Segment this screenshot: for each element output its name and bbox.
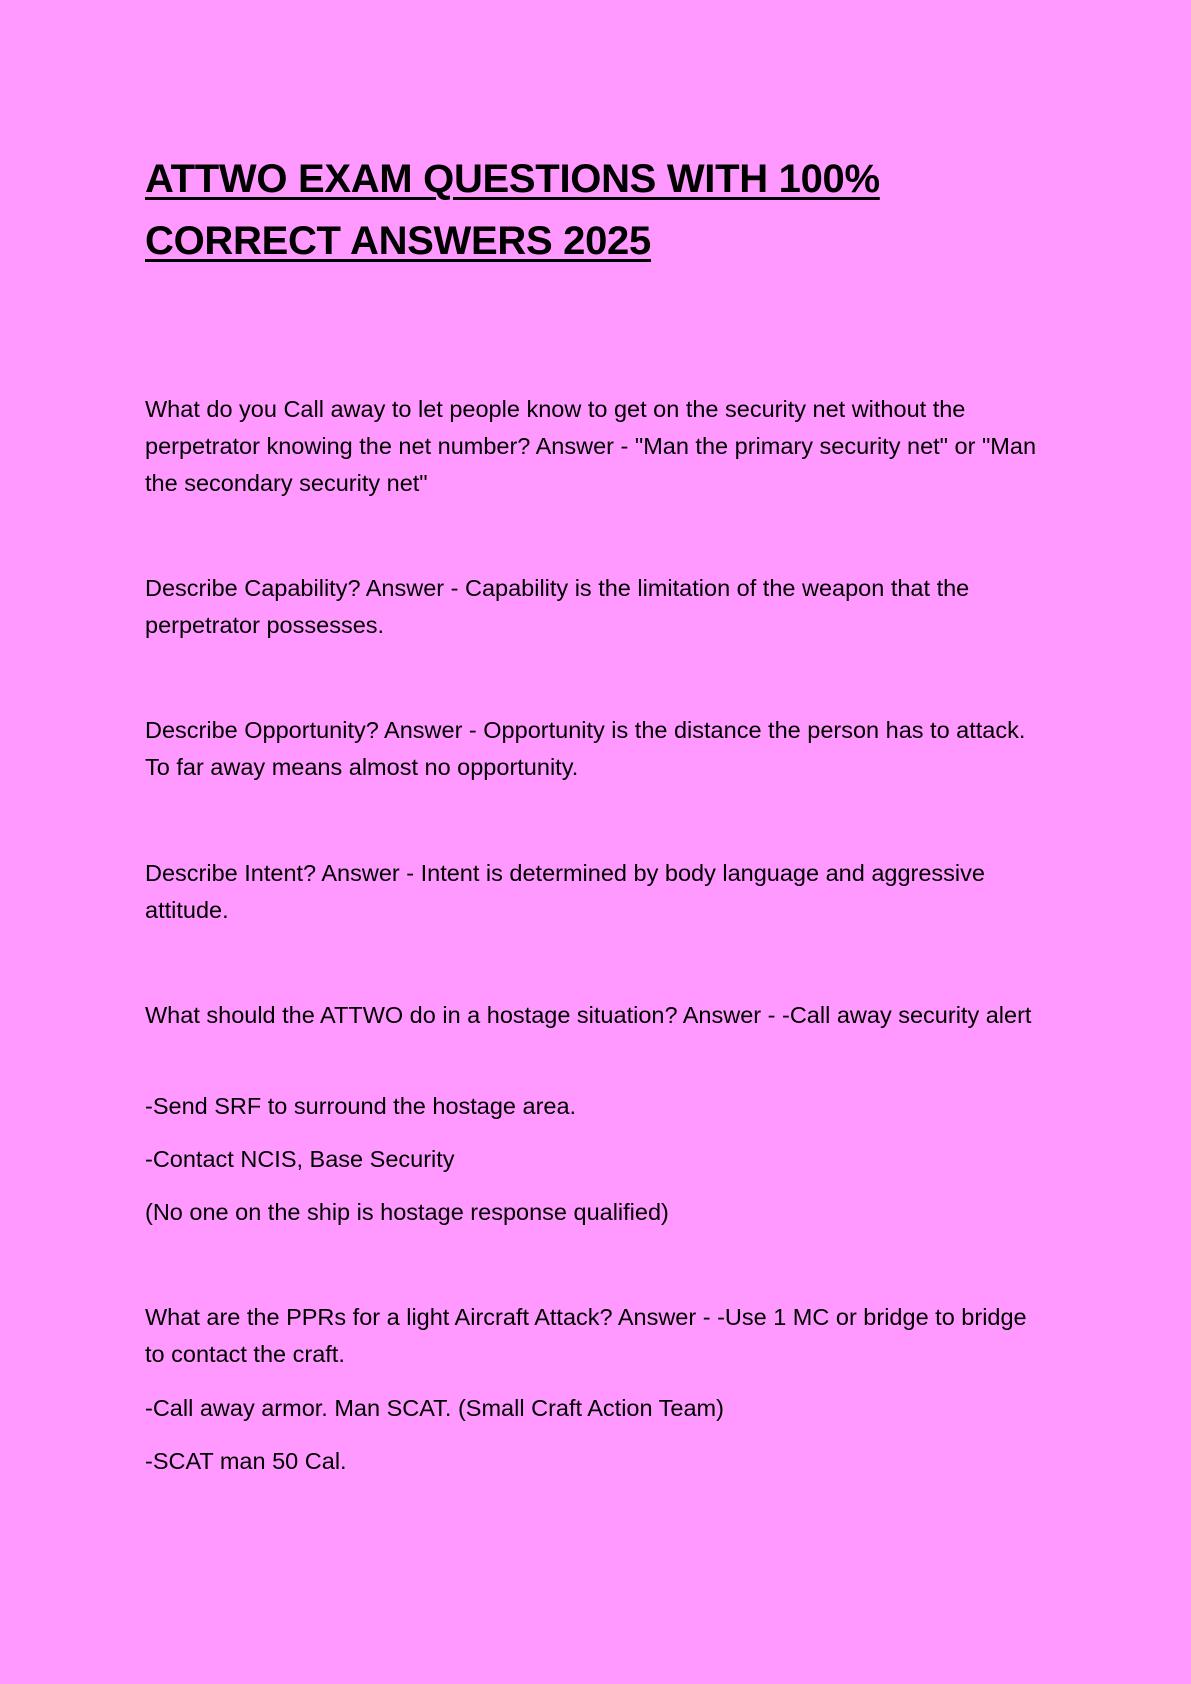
qa-item-6-extra-1: -Call away armor. Man SCAT. (Small Craft Action Team) xyxy=(145,1395,724,1421)
qa-item-6-extra-2: -SCAT man 50 Cal. xyxy=(145,1448,347,1474)
qa-item-5-extra-1: -Send SRF to surround the hostage area. xyxy=(145,1093,577,1119)
qa-item-5-extra-2: -Contact NCIS, Base Security xyxy=(145,1146,455,1172)
qa-item-4: Describe Intent? Answer - Intent is determined by body language and aggressive attitude. xyxy=(145,860,985,923)
qa-item-5: What should the ATTWO do in a hostage situation? Answer - -Call away security alert xyxy=(145,1002,1032,1028)
qa-item-2: Describe Capability? Answer - Capability is the limitation of the weapon that the perpetrator possesses. xyxy=(145,575,970,638)
qa-item-6: What are the PPRs for a light Aircraft Attack? Answer - -Use 1 MC or bridge to bridge to contact the craft. xyxy=(145,1304,1027,1367)
document-title xyxy=(145,148,1045,272)
qa-item-3: Describe Opportunity? Answer - Opportunity is the distance the person has to attack. To far away means almost no opportunity. xyxy=(145,717,1026,780)
title-line-1: ATTWO EXAM QUESTIONS WITH 100% xyxy=(145,157,880,201)
qa-item-5-extra-3: (No one on the ship is hostage response qualified) xyxy=(145,1199,669,1225)
qa-item-1: What do you Call away to let people know to get on the security net without the perpetrator knowing the net number? Answer - "Man the primary security net" or "Man the secondary security net" xyxy=(145,396,1037,496)
title-line-2: CORRECT ANSWERS 2025 xyxy=(145,219,651,263)
